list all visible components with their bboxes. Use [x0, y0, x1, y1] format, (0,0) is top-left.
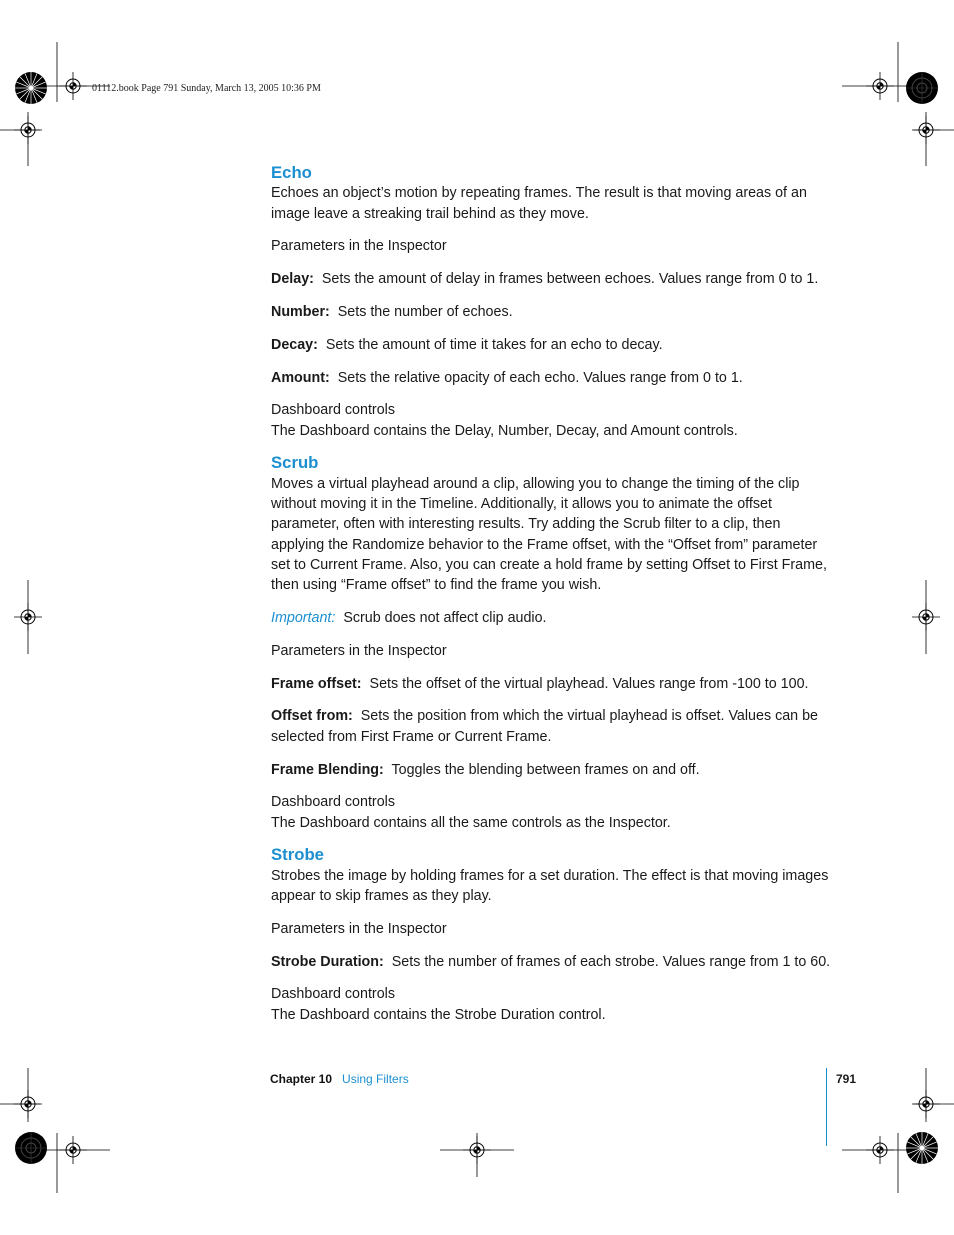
registration-mark-icon: [912, 116, 940, 144]
registration-mark-icon: [912, 1090, 940, 1118]
chapter-label: Chapter 10: [270, 1072, 333, 1086]
registration-mark-icon: [14, 1090, 42, 1118]
registration-mark-icon: [59, 72, 87, 100]
param-text: Sets the relative opacity of each echo. Values range from 0 to 1.: [337, 369, 743, 386]
echo-param-number: [271, 302, 831, 322]
echo-description: Echoes an object’s motion by repeating frames. The result is that moving areas of an image leave a streaking trail behind as they move.: [271, 185, 807, 222]
param-term: Delay:: [271, 271, 314, 288]
echo-param-decay: [271, 335, 831, 355]
starburst-icon: [15, 1132, 47, 1164]
scrub-description: Moves a virtual playhead around a clip, allowing you to change the timing of the clip without moving it in the Timeline. Additionally, it allows you to animate the offset parameter, often with interesting results. Try adding the Scrub filter to a clip, then applying the Randomize behavior to the Frame offset, with the “Offset from” parameter set to Current Frame. Also, you can create a hold frame by setting Offset to First Frame, then using “Frame offset” to find the frame you wish.: [271, 475, 827, 594]
starburst-icon: [15, 72, 47, 104]
param-term: Amount:: [271, 369, 330, 386]
echo-dashboard: [271, 400, 831, 441]
param-text: Sets the amount of delay in frames between echoes. Values range from 0 to 1.: [321, 271, 819, 288]
section-title-strobe: Strobe: [271, 845, 324, 865]
scrub-important-note: [271, 608, 831, 628]
registration-mark-icon: [912, 603, 940, 631]
note-label: Important:: [271, 610, 336, 627]
scrub-dashboard: [271, 792, 831, 833]
scrub-param-frame-blending: [271, 760, 831, 780]
note-text: Scrub does not affect clip audio.: [343, 610, 547, 627]
echo-param-amount: [271, 368, 831, 388]
print-slug: 01112.book Page 791 Sunday, March 13, 2005 10:36 PM: [92, 83, 321, 94]
param-term: Frame offset:: [271, 675, 362, 692]
section-title-scrub: Scrub: [271, 453, 319, 473]
strobe-param-duration: [271, 952, 831, 972]
strobe-dashboard-heading: Dashboard controls: [271, 986, 395, 1003]
param-text: Sets the amount of time it takes for an echo to decay.: [325, 336, 663, 353]
scrub-param-frame-offset: [271, 674, 831, 694]
param-term: Strobe Duration:: [271, 953, 384, 970]
strobe-dashboard: [271, 984, 831, 1025]
page-footer: [270, 1072, 409, 1086]
param-term: Offset from:: [271, 708, 353, 725]
param-term: Frame Blending:: [271, 761, 384, 778]
scrub-param-offset-from: [271, 706, 831, 747]
scrub-dashboard-text: The Dashboard contains all the same controls as the Inspector.: [271, 814, 671, 831]
starburst-icon: [906, 72, 938, 104]
chapter-title: Using Filters: [342, 1072, 409, 1086]
param-text: Sets the offset of the virtual playhead. Values range from -100 to 100.: [369, 675, 809, 692]
strobe-dashboard-text: The Dashboard contains the Strobe Duration control.: [271, 1006, 606, 1023]
scrub-params-heading: Parameters in the Inspector: [271, 642, 447, 659]
echo-dashboard-heading: Dashboard controls: [271, 402, 395, 419]
registration-mark-icon: [866, 72, 894, 100]
registration-mark-icon: [14, 603, 42, 631]
param-text: Sets the number of echoes.: [337, 303, 513, 320]
registration-mark-icon: [463, 1136, 491, 1164]
echo-params-heading: Parameters in the Inspector: [271, 238, 447, 255]
param-term: Number:: [271, 303, 330, 320]
footer-divider: [826, 1068, 827, 1146]
section-title-echo: Echo: [271, 163, 312, 182]
param-text: Sets the position from which the virtual playhead is offset. Values can be selected from First Frame or Current Frame.: [271, 708, 818, 745]
registration-mark-icon: [59, 1136, 87, 1164]
registration-mark-icon: [14, 116, 42, 144]
echo-dashboard-text: The Dashboard contains the Delay, Number, Decay, and Amount controls.: [271, 422, 738, 439]
param-text: Sets the number of frames of each strobe. Values range from 1 to 60.: [391, 953, 831, 970]
echo-param-delay: [271, 269, 831, 289]
starburst-icon: [906, 1132, 938, 1164]
scrub-dashboard-heading: Dashboard controls: [271, 794, 395, 811]
page-body: [271, 163, 831, 1038]
page-number: 791: [836, 1072, 857, 1086]
strobe-description: Strobes the image by holding frames for a set duration. The effect is that moving images appear to skip frames as they play.: [271, 867, 829, 905]
param-term: Decay:: [271, 336, 318, 353]
registration-mark-icon: [866, 1136, 894, 1164]
strobe-params-heading: Parameters in the Inspector: [271, 920, 447, 937]
param-text: Toggles the blending between frames on and off.: [391, 761, 700, 778]
